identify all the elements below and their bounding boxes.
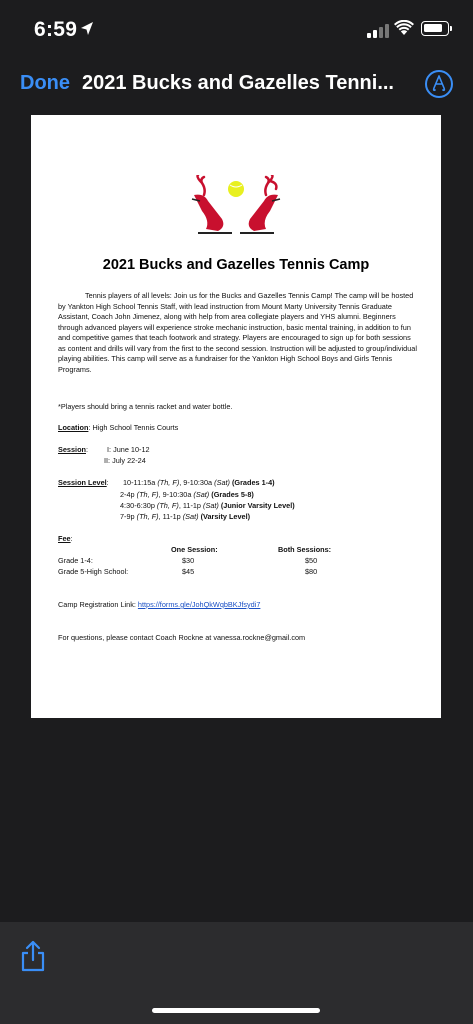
level-days: (Th, F) xyxy=(136,512,159,521)
fee-header-one-session: One Session: xyxy=(171,545,218,554)
session-heading xyxy=(58,445,88,456)
status-time: 6:59 xyxy=(34,18,78,41)
fee-both-sessions: $80 xyxy=(305,567,318,576)
fee-heading xyxy=(58,534,73,545)
level-days2: (Sat) xyxy=(214,478,230,487)
level-time2: , 11-1p xyxy=(178,501,204,510)
level-grade: (Varsity Level) xyxy=(198,512,251,521)
level-time2: , 9-10:30a xyxy=(158,490,194,499)
level-row xyxy=(120,512,250,523)
cellular-signal-icon xyxy=(367,24,389,38)
level-days: (Th, F) xyxy=(136,490,159,499)
location-value: : High School Tennis Courts xyxy=(88,423,179,432)
fee-grade: Grade 1-4: xyxy=(58,556,93,565)
bucks-gazelles-logo xyxy=(188,175,284,239)
share-icon[interactable] xyxy=(20,940,46,972)
status-bar xyxy=(0,0,473,60)
fee-header-both-sessions: Both Sessions: xyxy=(278,545,332,554)
level-row xyxy=(123,478,275,489)
level-row xyxy=(120,490,254,501)
level-time: 4:30-6:30p xyxy=(120,501,157,510)
done-button[interactable]: Done xyxy=(20,72,70,94)
document-title: 2021 Bucks and Gazelles Tenni... xyxy=(82,72,394,94)
wifi-icon xyxy=(394,20,414,36)
level-days2: (Sat) xyxy=(203,501,219,510)
location-label: Location xyxy=(58,423,89,432)
registration-line xyxy=(58,600,260,611)
level-time2: , 9-10:30a xyxy=(179,478,215,487)
level-time: 7-9p xyxy=(120,512,137,521)
level-days: (Th, F) xyxy=(157,478,180,487)
session-level-heading xyxy=(58,478,109,489)
battery-nub xyxy=(450,26,452,31)
location-arrow-icon xyxy=(80,21,94,37)
session-1: I: June 10-12 xyxy=(107,445,150,454)
contact-line: For questions, please contact Coach Rockne at vanessa.rockne@gmail.com xyxy=(58,633,306,642)
level-days2: (Sat) xyxy=(182,512,199,521)
fee-grade: Grade 5-High School: xyxy=(58,567,129,576)
level-grade: (Junior Varsity Level) xyxy=(218,501,295,510)
fee-label: Fee xyxy=(58,534,71,543)
session-colon: : xyxy=(85,445,89,454)
session-label: Session xyxy=(58,445,86,454)
level-time2: , 11-1p xyxy=(158,512,183,521)
fee-both-sessions: $50 xyxy=(305,556,318,565)
home-indicator[interactable] xyxy=(152,1008,320,1013)
battery-icon xyxy=(421,21,449,36)
intro-paragraph: Tennis players of all levels: Join us for the Bucks and Gazelles Tennis Camp! The camp will be hosted by Yankton High School Tennis Staff, with lead instruction from Mount Marty University Tennis Graduate Assistant, Coach John Jimenez, along with help from area collegiate players and YHS alumni. Beginners through advanced players will experience stroke mechanic instruction, basic mental training, in addition to fun and competitive games that teach footwork and strategy. Players are encouraged to sign up for both sessions as content and drills will vary from the first to the second session. Instruction will be adjusted to group/individual playing abilities. This camp will serve as a fundraiser for the Yankton High School Boys and Girls Tennis Programs. xyxy=(58,291,417,374)
equipment-note: *Players should bring a tennis racket and water bottle. xyxy=(58,402,233,411)
session-2: II: July 22-24 xyxy=(104,456,146,465)
navigation-bar xyxy=(0,62,473,108)
doc-heading: 2021 Bucks and Gazelles Tennis Camp xyxy=(102,257,370,273)
registration-link[interactable]: https://forms.gle/JohQkWqbBKJfsydi7 xyxy=(137,600,261,609)
markup-button[interactable] xyxy=(425,70,453,98)
level-time: 2-4p xyxy=(120,490,137,499)
fee-colon: : xyxy=(70,534,73,543)
level-days: (Th, F) xyxy=(156,501,179,510)
session-level-colon: : xyxy=(106,478,109,487)
level-grade: (Grades 5-8) xyxy=(209,490,254,499)
level-grade: (Grades 1-4) xyxy=(229,478,275,487)
fee-one-session: $45 xyxy=(182,567,195,576)
markup-pen-icon xyxy=(431,75,447,93)
level-time: 10-11:15a xyxy=(123,478,158,487)
location-line xyxy=(58,423,178,434)
level-row xyxy=(120,501,295,512)
level-days2: (Sat) xyxy=(193,490,210,499)
document-page xyxy=(31,115,441,718)
bottom-toolbar xyxy=(0,922,473,1024)
session-level-label: Session Level xyxy=(58,478,107,487)
fee-one-session: $30 xyxy=(182,556,195,565)
registration-label: Camp Registration Link: xyxy=(58,600,138,609)
